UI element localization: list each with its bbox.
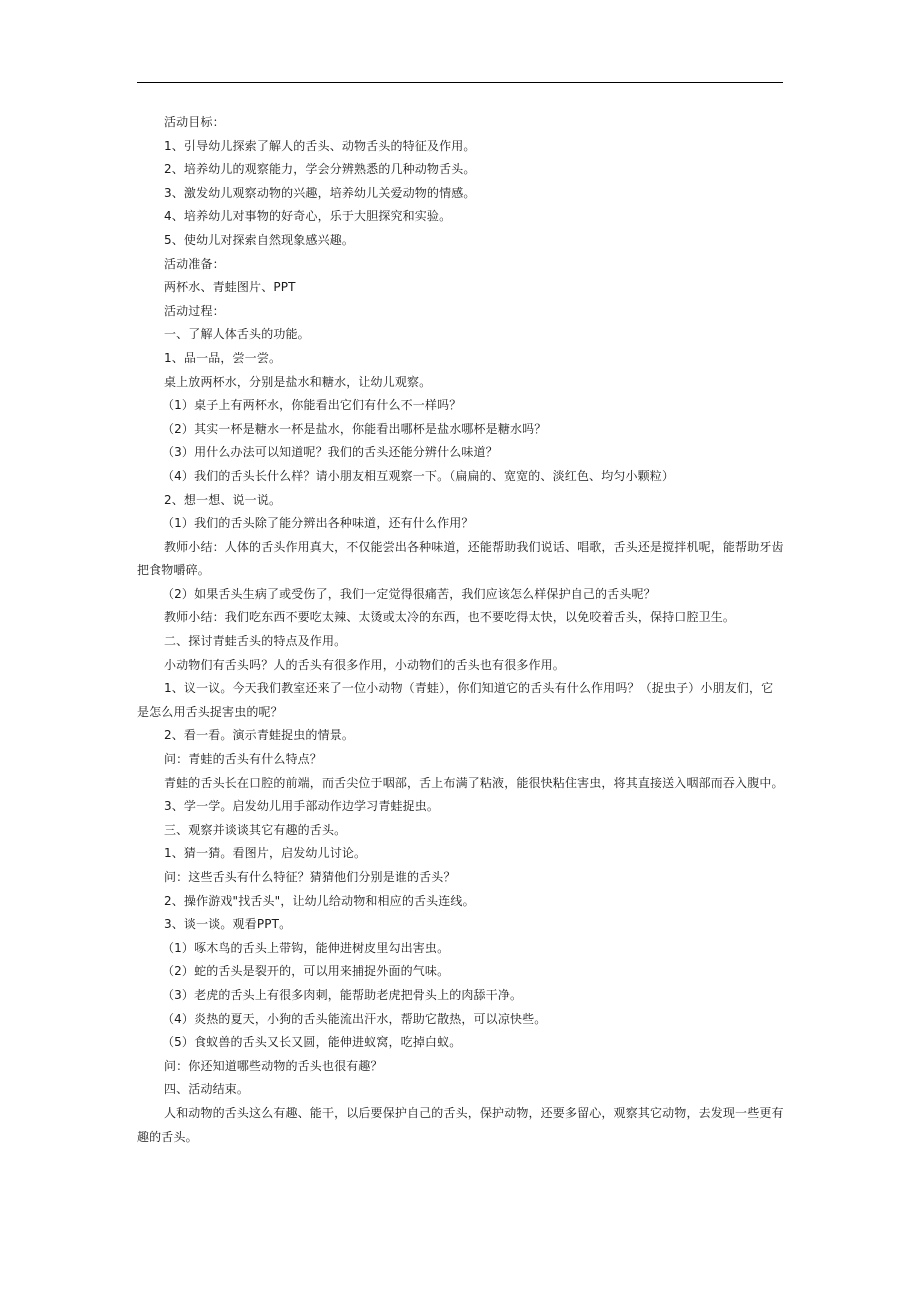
part-heading: 一、了解人体舌头的功能。 bbox=[164, 327, 310, 342]
section-heading-preparation: 活动准备： bbox=[164, 256, 225, 271]
step-heading: 3、谈一谈。观看PPT。 bbox=[164, 917, 292, 932]
list-item: （3）老虎的舌头上有很多肉刺，能帮助老虎把骨头上的肉舔干净。 bbox=[162, 987, 523, 1002]
goal-item: 4、培养幼儿对事物的好奇心，乐于大胆探究和实验。 bbox=[164, 209, 452, 224]
document-body bbox=[137, 111, 785, 1149]
question: 问：你还知道哪些动物的舌头也很有趣？ bbox=[164, 1058, 383, 1073]
question-item: （2）其实一杯是糖水一杯是盐水，你能看出哪杯是盐水哪杯是糖水吗？ bbox=[162, 421, 547, 436]
goal-item: 2、培养幼儿的观察能力，学会分辨熟悉的几种动物舌头。 bbox=[164, 162, 476, 177]
step-heading: 1、猜一猜。看图片，启发幼儿讨论。 bbox=[164, 846, 367, 861]
question-item: （4）我们的舌头长什么样？请小朋友相互观察一下。（扁扁的、宽宽的、淡红色、均匀小颗粒） bbox=[162, 468, 675, 483]
question-item: （1）我们的舌头除了能分辨出各种味道，还有什么作用？ bbox=[162, 516, 474, 531]
part-heading: 三、观察并谈谈其它有趣的舌头。 bbox=[164, 822, 347, 837]
preparation-text: 两杯水、青蛙图片、PPT bbox=[164, 280, 296, 295]
step-heading: 3、学一学。启发幼儿用手部动作边学习青蛙捉虫。 bbox=[164, 799, 440, 814]
teacher-summary: 教师小结：人体的舌头作用真大，不仅能尝出各种味道，还能帮助我们说话、唱歌，舌头还是搅拌机呢，能帮助牙齿把食物嚼碎。 bbox=[137, 539, 784, 578]
step-heading: 2、看一看。演示青蛙捉虫的情景。 bbox=[164, 728, 355, 743]
section-heading-process: 活动过程： bbox=[164, 303, 225, 318]
question-item: （3）用什么办法可以知道呢？我们的舌头还能分辨什么味道？ bbox=[162, 445, 498, 460]
teacher-summary: 教师小结：我们吃东西不要吃太辣、太烫或太冷的东西，也不要吃得太快，以免咬着舌头，保持口腔卫生。 bbox=[164, 610, 736, 625]
paragraph: 桌上放两杯水，分别是盐水和糖水，让幼儿观察。 bbox=[164, 374, 432, 389]
question: 问：这些舌头有什么特征？猜猜他们分别是谁的舌头？ bbox=[164, 870, 456, 884]
step-heading: 2、想一想、说一说。 bbox=[164, 492, 282, 507]
list-item: （2）蛇的舌头是裂开的，可以用来捕捉外面的气味。 bbox=[162, 964, 450, 979]
goal-item: 3、激发幼儿观察动物的兴趣，培养幼儿关爱动物的情感。 bbox=[164, 185, 476, 200]
header-rule bbox=[137, 82, 783, 83]
paragraph: 青蛙的舌头长在口腔的前端，而舌尖位于咽部，舌上布满了粘液，能很快粘住害虫，将其直接送入咽部而吞入腹中。 bbox=[164, 775, 784, 790]
list-item: （5）食蚁兽的舌头又长又圆，能伸进蚁窝，吃掉白蚁。 bbox=[162, 1035, 462, 1050]
question: 问：青蛙的舌头有什么特点？ bbox=[164, 752, 322, 767]
paragraph: 小动物们有舌头吗？人的舌头有很多作用，小动物们的舌头也有很多作用。 bbox=[164, 657, 565, 672]
step-heading: 2、操作游戏"找舌头"，让幼儿给动物和相应的舌头连线。 bbox=[164, 893, 475, 908]
list-item: （1）啄木鸟的舌头上带钩，能伸进树皮里勾出害虫。 bbox=[162, 940, 450, 955]
step-paragraph: 1、议一议。今天我们教室还来了一位小动物（青蛙），你们知道它的舌头有什么作用吗？（捉虫子）小朋友们，它是怎么用舌头捉害虫的呢？ bbox=[137, 681, 774, 719]
question-item: （1）桌子上有两杯水，你能看出它们有什么不一样吗？ bbox=[162, 398, 462, 413]
part-heading: 二、探讨青蛙舌头的特点及作用。 bbox=[164, 634, 347, 649]
closing-paragraph: 人和动物的舌头这么有趣、能干，以后要保护自己的舌头，保护动物，还要多留心，观察其它动物，去发现一些更有趣的舌头。 bbox=[137, 1105, 784, 1144]
question-item: （2）如果舌头生病了或受伤了，我们一定觉得很痛苦，我们应该怎么样保护自己的舌头呢？ bbox=[162, 586, 656, 601]
section-heading-goals: 活动目标： bbox=[164, 115, 225, 129]
list-item: （4）炎热的夏天，小狗的舌头能流出汗水，帮助它散热，可以凉快些。 bbox=[162, 1011, 547, 1026]
goal-item: 1、引导幼儿探索了解人的舌头、动物舌头的特征及作用。 bbox=[164, 138, 476, 153]
goal-item: 5、使幼儿对探索自然现象感兴趣。 bbox=[164, 232, 355, 247]
step-heading: 1、品一品，尝一尝。 bbox=[164, 350, 282, 365]
part-heading: 四、活动结束。 bbox=[164, 1082, 250, 1097]
